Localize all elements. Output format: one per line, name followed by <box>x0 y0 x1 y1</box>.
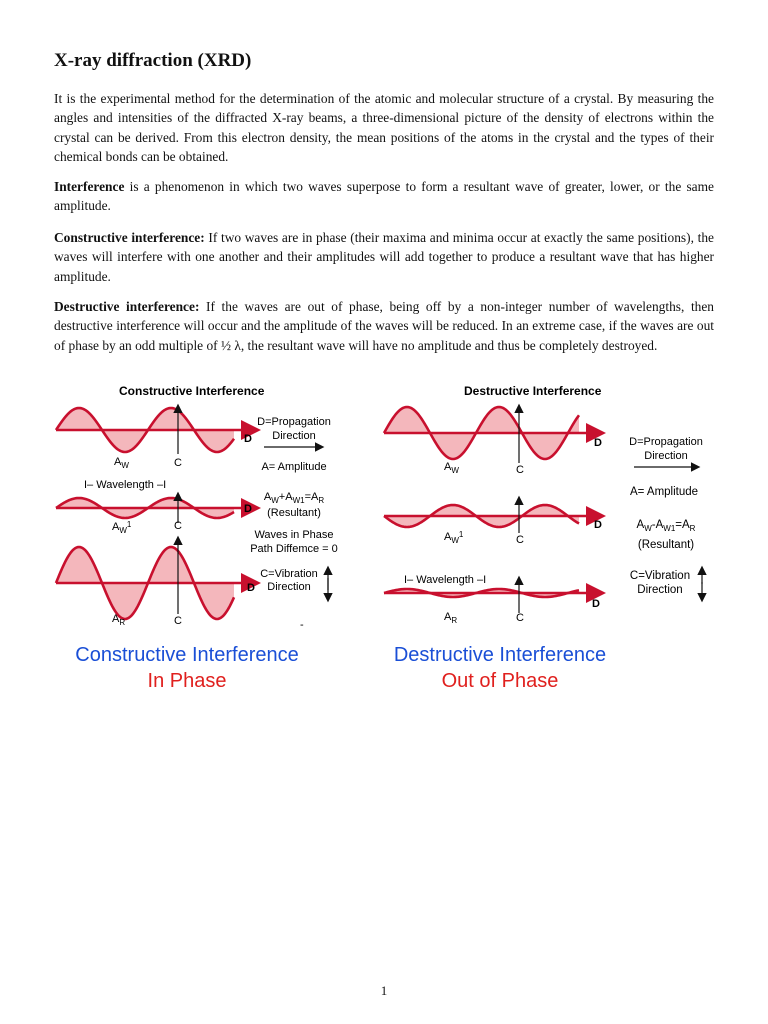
destructive-legend-resultant: (Resultant) <box>637 539 695 551</box>
destructive-caption-sub: Out of Phase <box>441 670 559 692</box>
destructive-legend-amplitude: A= Amplitude <box>629 486 699 498</box>
intro-paragraph: It is the experimental method for the determination of the atomic and molecular structure of a crystal. By measuring the angles and intensities of the diffracted X-ray beams, a three-dimensional picture of the density of electrons within the crystal can be derived. From this electron density, the mean positions of the atoms in the crystal and the types of their chemical bonds can be obtained. <box>54 91 714 165</box>
constructive-legend-sum: $A_W+A_{W1}=A_R$ <box>263 491 325 505</box>
destructive-d-label-1: D <box>594 437 602 449</box>
destructive-legend-vibration-2: Direction <box>637 584 683 596</box>
constructive-wavelength-label: I– Wavelength –I <box>84 479 167 491</box>
destructive-wavelength-label: I– Wavelength –I <box>404 574 487 586</box>
destructive-c-label-1: C <box>516 464 524 476</box>
destructive-caption: Destructive Interference <box>393 644 607 666</box>
destructive-legend-propagation: D=Propagation <box>629 436 703 448</box>
constructive-ar-label: $A_R$ <box>112 613 126 627</box>
constructive-c-label-1: C <box>174 457 182 469</box>
constructive-stray-mark: - <box>300 619 304 631</box>
destructive-d-label-2: D <box>594 519 602 531</box>
destructive-aw1-label: $A_W^1$ <box>444 530 464 545</box>
constructive-c-label-3: C <box>174 615 182 627</box>
interference-diagram <box>54 378 714 698</box>
constructive-text: If two waves are in phase (their maxima and minima occur at exactly the same positions), the waves will interfere with one another and their amplitudes will add together to produce a resultant wave that has higher amplitude. <box>54 230 714 284</box>
destructive-legend-vibration: C=Vibration <box>629 570 691 582</box>
constructive-c-label-2: C <box>174 520 182 532</box>
destructive-paragraph <box>54 297 714 355</box>
constructive-legend-vibration-2: Direction <box>267 581 311 593</box>
destructive-d-label-3: D <box>592 598 600 610</box>
constructive-aw1-label: $A_W^1$ <box>112 520 132 535</box>
destructive-heading: Destructive Interference <box>464 384 602 398</box>
interference-text: is a phenomenon in which two waves superpose to form a resultant wave of greater, lower, or the same amplitude. <box>54 179 714 214</box>
constructive-d-label-3: D <box>247 582 255 594</box>
destructive-legend-sum: $A_W-A_{W1}=A_R$ <box>636 519 696 533</box>
destructive-legend-propagation-2: Direction <box>644 450 688 462</box>
page-number: 1 <box>380 983 388 998</box>
constructive-legend-resultant: (Resultant) <box>267 507 321 519</box>
interference-term: Interference <box>54 179 125 194</box>
constructive-legend-amplitude: A= Amplitude <box>261 461 327 473</box>
constructive-aw-label: $A_W$ <box>114 456 129 470</box>
destructive-c-label-2: C <box>516 534 524 546</box>
constructive-legend-propagation: D=Propagation <box>257 416 331 428</box>
interference-paragraph <box>54 177 714 216</box>
constructive-d-label-2: D <box>244 503 252 515</box>
interference-figure <box>54 378 714 698</box>
constructive-legend-phase: Waves in Phase <box>254 529 334 541</box>
constructive-term: Constructive interference: <box>54 230 205 245</box>
constructive-d-label-1: D <box>244 433 252 445</box>
constructive-paragraph <box>54 228 714 286</box>
destructive-text: If the waves are out of phase, being off by a non-integer number of wavelengths, then destructive interference will occur and the amplitude of the waves will be reduced. In an extreme case, if the waves are out of phase by an odd multiple of ½ λ, the resultant wave will have no amplitude and thus be completely destroyed. <box>54 299 714 353</box>
constructive-legend-propagation-2: Direction <box>272 430 316 442</box>
constructive-legend-vibration: C=Vibration <box>260 568 318 580</box>
destructive-aw-label: $A_W$ <box>444 461 459 475</box>
constructive-caption: Constructive Interference <box>75 644 299 666</box>
constructive-waves <box>56 406 256 619</box>
constructive-caption-sub: In Phase <box>147 670 227 692</box>
destructive-c-label-3: C <box>516 612 524 624</box>
constructive-legend-path: Path Diffemce = 0 <box>250 543 338 555</box>
destructive-term: Destructive interference: <box>54 299 200 314</box>
destructive-ar-label: $A_R$ <box>444 611 458 625</box>
constructive-heading: Constructive Interference <box>119 384 265 398</box>
page-title: X-ray diffraction (XRD) <box>54 50 252 71</box>
